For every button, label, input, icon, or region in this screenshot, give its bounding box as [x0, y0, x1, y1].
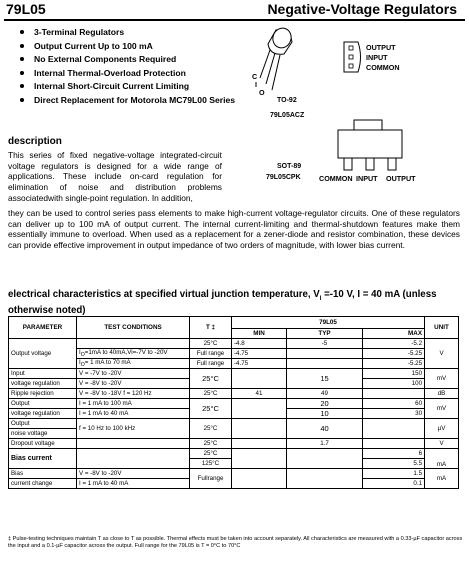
col-header-max: MAX: [363, 329, 425, 339]
cell-max: -5.25: [363, 349, 425, 359]
cell-condition: I = 1 mA to 40 mA: [77, 479, 190, 489]
cell-tj: 25°C: [190, 419, 232, 439]
cell-condition: V = -8V to -18V f = 120 Hz: [77, 389, 190, 399]
cell-min: 41: [232, 389, 287, 399]
cell-max: 5.5: [363, 459, 425, 469]
cell-typ: [287, 359, 363, 369]
param-noise: Output: [9, 419, 77, 429]
cell-typ: 20: [287, 399, 363, 409]
cell-condition: V = -8V to -20V: [77, 469, 190, 479]
sot89-common-label: COMMON: [319, 174, 353, 183]
cell-condition: I = 1 mA to 40 mA: [77, 409, 190, 419]
electrical-characteristics-title: electrical characteristics at specified virtual junction temperature, $V_I =-10$ V, I = 40 mA (unless otherwise noted): [8, 289, 437, 316]
cell-max: 60: [363, 399, 425, 409]
cell-unit: mA: [425, 449, 459, 469]
cell-unit: V: [425, 439, 459, 449]
table-row: [9, 419, 459, 429]
col-header-device: 79L05: [232, 317, 425, 329]
table-row: [9, 439, 459, 449]
cell-tj: Fullrange: [190, 469, 232, 489]
col-header-tj: T ‡: [190, 317, 232, 339]
param-bias: Bias current: [9, 449, 77, 469]
table-row: [9, 369, 459, 379]
cell-max: [363, 419, 425, 439]
param-dropout: Dropout voltage: [9, 439, 77, 449]
feature-item: Direct Replacement for Motorola MC79L00 Series: [16, 95, 246, 106]
feature-item: Output Current Up to 100 mA: [16, 41, 246, 52]
table-header-row: [9, 317, 459, 329]
param-output-reg-2: voltage regulation: [9, 409, 77, 419]
cell-typ: 49: [287, 389, 363, 399]
pin-output-label: OUTPUT: [366, 43, 396, 52]
col-header-unit: UNIT: [425, 317, 459, 339]
cell-condition: $I_O=1mA$ to 40mA,Vi=-7V to -20V: [77, 349, 190, 359]
feature-list: [16, 27, 246, 109]
table-row: [9, 449, 459, 459]
sot89-package-drawing: [330, 118, 420, 176]
col-header-parameter: PARAMETER: [9, 317, 77, 339]
cell-min: [232, 369, 287, 389]
cell-tj: 25°C: [190, 449, 232, 459]
cell-typ: [287, 469, 363, 489]
cell-typ: [287, 349, 363, 359]
col-header-min: MIN: [232, 329, 287, 339]
cell-unit: mV: [425, 399, 459, 419]
feature-item: 3-Terminal Regulators: [16, 27, 246, 38]
cell-min: [232, 469, 287, 489]
cell-min: [232, 449, 287, 469]
cell-unit: V: [425, 339, 459, 369]
param-output-voltage: Output voltage: [9, 339, 77, 369]
header-divider: [4, 19, 465, 21]
table-row: [9, 469, 459, 479]
cell-typ: -5: [287, 339, 363, 349]
sot89-part-label: 79L05CPK: [266, 174, 301, 181]
cell-max: 100: [363, 379, 425, 389]
param-noise-2: noise voltage: [9, 429, 77, 439]
cell-max: 0.1: [363, 479, 425, 489]
param-output-reg: Output: [9, 399, 77, 409]
table-row: [9, 389, 459, 399]
feature-item: Internal Short-Circuit Current Limiting: [16, 81, 246, 92]
description-heading: description: [8, 136, 62, 147]
cell-typ: 15: [287, 369, 363, 389]
param-bias-change: Bias: [9, 469, 77, 479]
cell-max: 1.5: [363, 469, 425, 479]
cell-max: 150: [363, 369, 425, 379]
table-footnote: ‡ Pulse-testing techniques maintain T as close to T as possible. Thermal effects must be taken into account separately. All characteristics are measured with a 0.33-µF capacitor across the input and a 0.1-µF capacitor across the output. Full range for the 79L05 is T = 0°C to 70°C: [8, 536, 463, 550]
sot89-package-label: SOT-89: [277, 163, 302, 170]
cell-min: [232, 399, 287, 419]
cell-unit: mV: [425, 369, 459, 389]
pin-input-label: INPUT: [366, 53, 388, 62]
cell-tj: Full range: [190, 349, 232, 359]
col-header-typ: TYP: [287, 329, 363, 339]
description-paragraph-start: This series of fixed negative-voltage integrated-circuit voltage regulators is designed for a wide range of applications. These include on-card regulation for elimination of noise and distribution problems associatedwith single-point regulation. In addition,: [8, 150, 222, 203]
cell-min: -4.75: [232, 349, 287, 359]
cell-max: -5.2: [363, 339, 425, 349]
cell-max: 30: [363, 409, 425, 419]
pin-letter-i: I: [255, 80, 257, 89]
param-input-reg-2: voltage regulation: [9, 379, 77, 389]
table-row: [9, 399, 459, 409]
cell-tj: Full range: [190, 359, 232, 369]
sot89-input-label: INPUT: [356, 174, 378, 183]
param-ripple: Ripple rejection: [9, 389, 77, 399]
feature-item: Internal Thermal-Overload Protection: [16, 68, 246, 79]
to92-package-label: TO-92: [277, 97, 297, 104]
cell-typ: 10: [287, 409, 363, 419]
cell-condition: [77, 439, 190, 449]
param-input-reg: Input: [9, 369, 77, 379]
pin-letter-o: O: [259, 88, 265, 97]
cell-max: [363, 389, 425, 399]
cell-unit: mA: [425, 469, 459, 489]
cell-min: -4.8: [232, 339, 287, 349]
cell-max: -5.25: [363, 359, 425, 369]
cell-unit: µV: [425, 419, 459, 439]
cell-condition: V = -8V to -20V: [77, 379, 190, 389]
sot89-output-label: OUTPUT: [386, 174, 416, 183]
to92-part-label: 79L05ACZ: [270, 112, 305, 119]
cell-tj: 25°C: [190, 389, 232, 399]
page-title: Negative-Voltage Regulators: [267, 1, 457, 17]
cell-max: [363, 439, 425, 449]
cell-blank: [77, 339, 190, 349]
to92-pinout-outline: [338, 40, 364, 74]
electrical-characteristics-table: [8, 316, 459, 489]
cell-typ: 40: [287, 419, 363, 439]
cell-condition: f = 10 Hz to 100 kHz: [77, 419, 190, 439]
cell-condition: $I_O= 1$ mA to 70 mA: [77, 359, 190, 369]
cell-max: 6: [363, 449, 425, 459]
cell-tj: 25°C: [190, 369, 232, 389]
table-row: [9, 359, 459, 369]
cell-tj: 125°C: [190, 459, 232, 469]
pin-common-label: COMMON: [366, 63, 400, 72]
col-header-conditions: TEST CONDITIONS: [77, 317, 190, 339]
param-bias-change-2: current change: [9, 479, 77, 489]
cell-min: -4.75: [232, 359, 287, 369]
cell-tj: 25°C: [190, 399, 232, 419]
cell-condition: [77, 449, 190, 469]
cell-condition: I = 1 mA to 100 mA: [77, 399, 190, 409]
cell-condition: V = -7V to -20V: [77, 369, 190, 379]
table-row: [9, 339, 459, 349]
description-paragraph-cont: they can be used to control series pass elements to make high-current voltage-regulator circuits. One of these regulators can deliver up to 100 mA of output current. The internal current-limiting and thermal-shutdown features make them essentially immune to overload. When used as a replacement for a zener-diode and resistor combination, these devices can provide effective improvement in output impedance of two orders of magnitude, with lower bias current.: [8, 208, 460, 251]
table-row: [9, 349, 459, 359]
cell-min: [232, 419, 287, 439]
feature-item: No External Components Required: [16, 54, 246, 65]
cell-tj: 25°C: [190, 439, 232, 449]
cell-min: [232, 439, 287, 449]
pin-letter-c: C: [252, 72, 258, 81]
cell-unit: dB: [425, 389, 459, 399]
cell-typ: [287, 449, 363, 469]
part-number: 79L05: [6, 1, 46, 17]
cell-tj: 25°C: [190, 339, 232, 349]
cell-typ: 1.7: [287, 439, 363, 449]
